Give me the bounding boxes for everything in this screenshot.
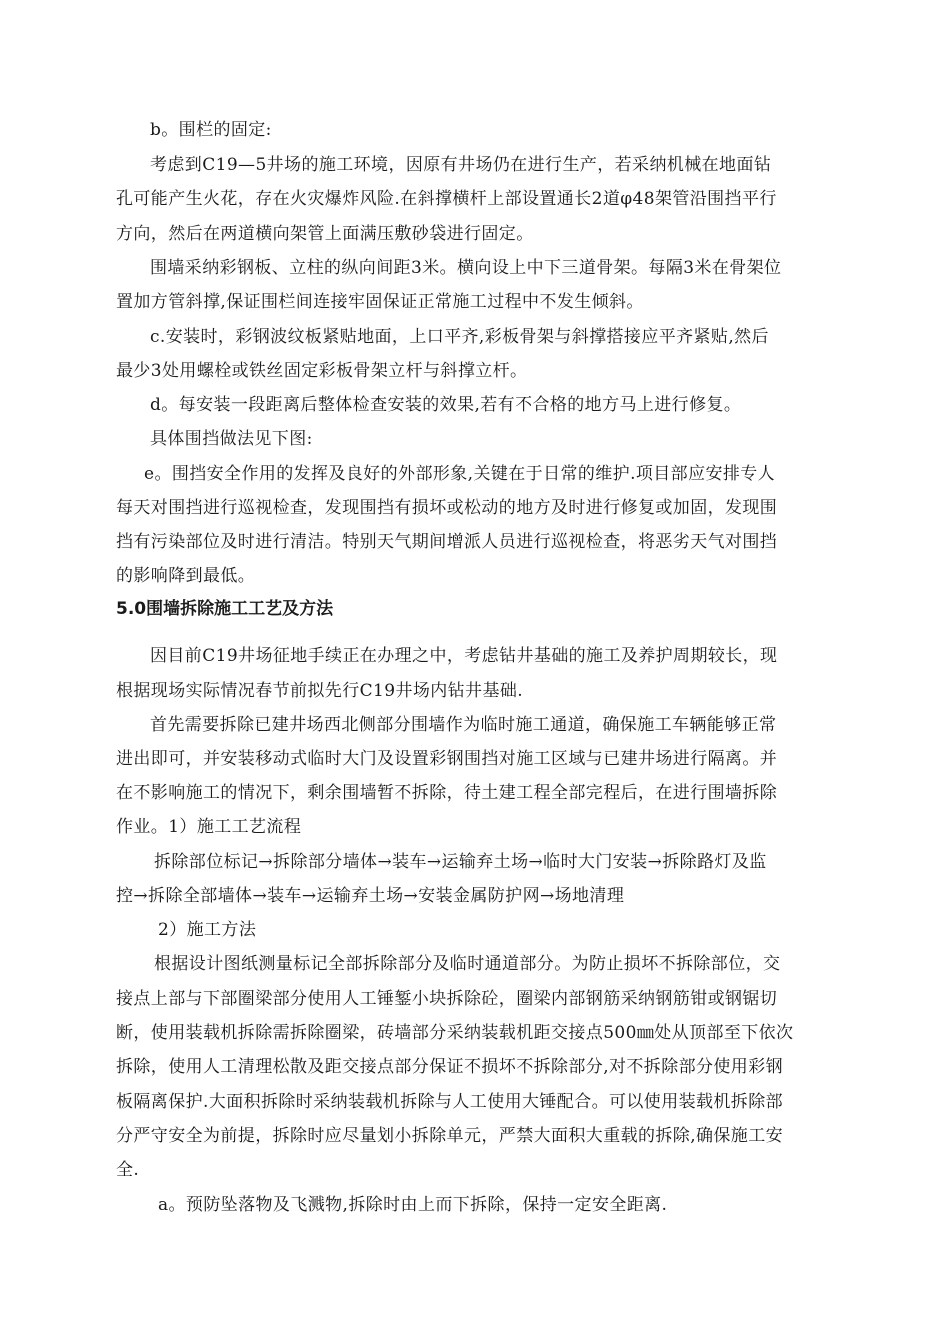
paragraph-line: 考虑到C19—5井场的施工环境，因原有井场仍在进行生产，若采纳机械在地面钻 [150, 155, 772, 175]
item-e-line: 挡有污染部位及时进行清洁。特别天气期间增派人员进行巡视检查，将恶劣天气对围挡 [116, 532, 778, 552]
item-e-line: e。围挡安全作用的发挥及良好的外部形象,关键在于日常的维护.项目部应安排专人 [144, 464, 776, 484]
paragraph-line: 置加方管斜撑,保证围栏间连接牢固保证正常施工过程中不发生倾斜。 [116, 292, 644, 312]
method-line: 拆除，使用人工清理松散及距交接点部分保证不损坏不拆除部分,对不拆除部分使用彩钢 [116, 1057, 784, 1077]
paragraph-line: 围墙采纳彩钢板、立柱的纵向间距3米。横向设上中下三道骨架。每隔3米在骨架位 [150, 258, 782, 278]
paragraph-line: 进出即可，并安装移动式临时大门及设置彩钢围挡对施工区域与已建井场进行隔离。并 [116, 749, 778, 769]
paragraph-line: 首先需要拆除已建井场西北侧部分围墙作为临时施工通道，确保施工车辆能够正常 [150, 715, 777, 735]
paragraph-line: 因目前C19井场征地手续正在办理之中，考虑钻井基础的施工及养护周期较长，现 [150, 646, 778, 666]
item-e-line: 的影响降到最低。 [116, 566, 256, 586]
item-c-line: 最少3处用螺栓或铁丝固定彩板骨架立杆与斜撑立杆。 [116, 361, 528, 381]
paragraph-line: 作业。1）施工工艺流程 [116, 817, 302, 837]
item-a: a。预防坠落物及飞溅物,拆除时由上而下拆除，保持一定安全距离. [158, 1195, 668, 1215]
method-line: 根据设计图纸测量标记全部拆除部分及临时通道部分。为防止损坏不拆除部位，交 [154, 954, 781, 974]
paragraph-line: 在不影响施工的情况下，剩余围墙暂不拆除，待土建工程全部完程后，在进行围墙拆除 [116, 783, 778, 803]
paragraph-line: 孔可能产生火花，存在火灾爆炸风险.在斜撑横杆上部设置通长2道φ48架管沿围挡平行 [116, 189, 777, 209]
process-flow-line: 控→拆除全部墙体→装车→运输弃土场→安装金属防护网→场地清理 [116, 886, 625, 906]
method-line: 全. [116, 1160, 140, 1180]
item-e-line: 每天对围挡进行巡视检查，发现围挡有损坏或松动的地方及时进行修复或加固，发现围 [116, 498, 778, 518]
item-d: d。每安装一段距离后整体检查安装的效果,若有不合格的地方马上进行修复。 [150, 395, 742, 415]
process-flow-line: 拆除部位标记→拆除部分墙体→装车→运输弃土场→临时大门安装→拆除路灯及监 [154, 852, 767, 872]
figure-note: 具体围挡做法见下图: [150, 429, 313, 449]
section-heading: 5.0围墙拆除施工工艺及方法 [116, 599, 334, 619]
method-line: 板隔离保护.大面积拆除时采纳装载机拆除与人工使用大锤配合。可以使用装载机拆除部 [116, 1092, 784, 1112]
method-title: 2）施工方法 [158, 920, 257, 940]
item-c-line: c.安装时，彩钢波纹板紧贴地面，上口平齐,彩板骨架与斜撑搭接应平齐紧贴,然后 [150, 327, 769, 347]
method-line: 分严守安全为前提，拆除时应尽量划小拆除单元，严禁大面积大重载的拆除,确保施工安 [116, 1126, 784, 1146]
paragraph-line: 方向，然后在两道横向架管上面满压敷砂袋进行固定。 [116, 224, 534, 244]
method-line: 接点上部与下部圈梁部分使用人工锤錾小块拆除砼，圈梁内部钢筋采纳钢筋钳或钢锯切 [116, 989, 778, 1009]
method-line: 断，使用装载机拆除需拆除圈梁，砖墙部分采纳装载机距交接点500㎜处从顶部至下依次 [116, 1023, 794, 1043]
paragraph-line: 根据现场实际情况春节前拟先行C19井场内钻井基础. [116, 681, 524, 701]
item-b-title: b。围栏的固定: [150, 120, 272, 140]
